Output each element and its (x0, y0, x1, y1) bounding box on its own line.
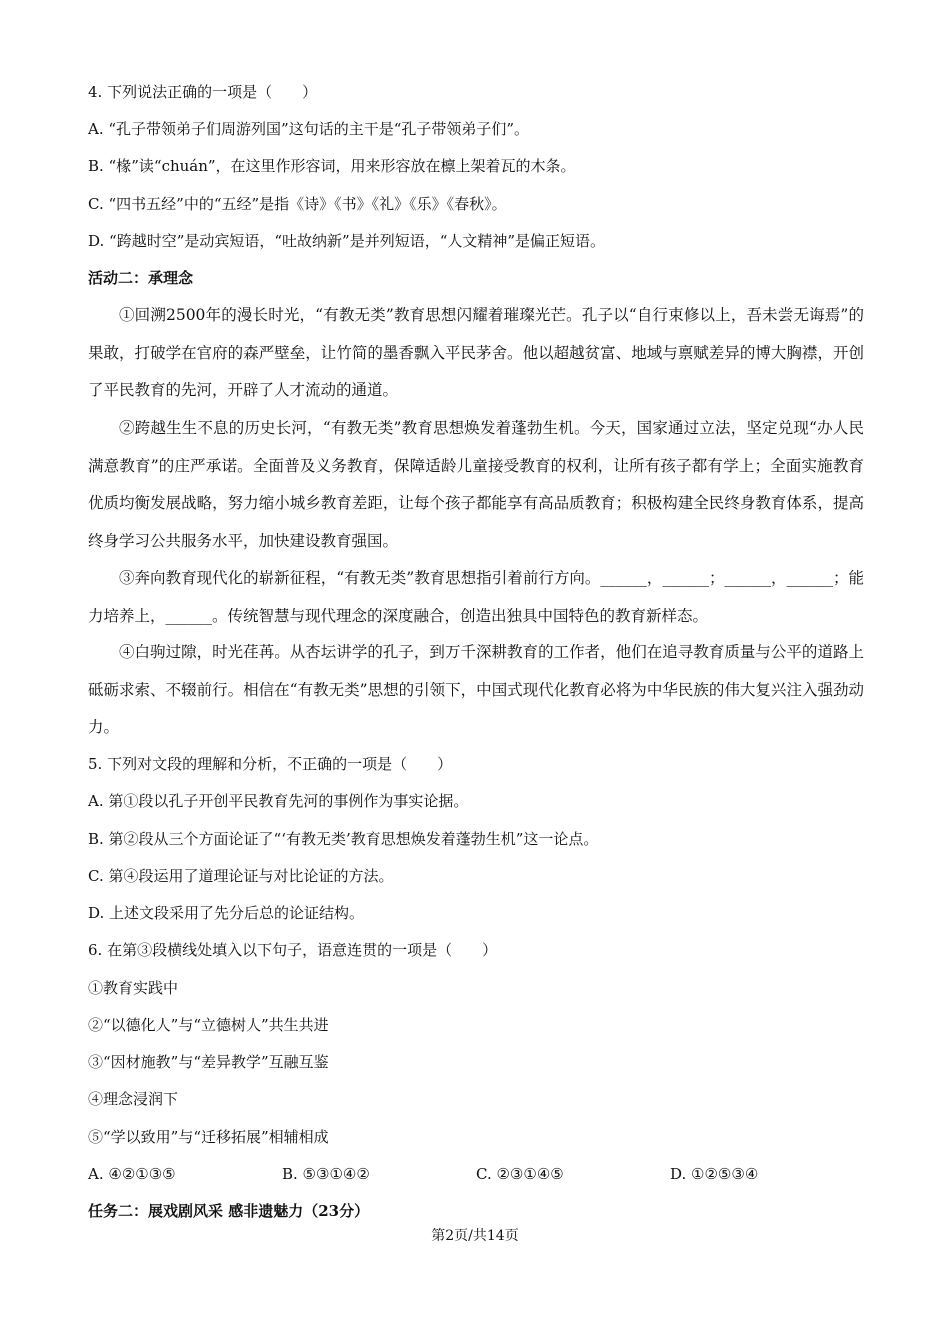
task-2-heading: 任务二：展戏剧风采 感非遗魅力（23分） (88, 1202, 370, 1220)
question-6-sentence-2: ②“以德化人”与“立德树人”共生共进 (88, 1016, 329, 1034)
passage-paragraph-1: ①回溯2500年的漫长时光，“有教无类”教育思想闪耀着璀璨光芒。孔子以“自行束修以上，吾未尝无诲焉”的果敢，打破学在官府的森严壁垒，让竹简的墨香飘入平民茅舍。他以超越贫富、地域与禀赋差异的博大胸襟，开创了平民教育的先河，开辟了人才流动的通道。 (88, 306, 864, 399)
question-4-option-c: C. “四书五经”中的“五经”是指《诗》《书》《礼》《乐》《春秋》。 (88, 195, 507, 213)
question-6-sentence-1: ①教育实践中 (88, 979, 179, 997)
question-6-stem: 6. 在第③段横线处填入以下句子，语意连贯的一项是（ ） (88, 941, 498, 959)
question-4-option-a: A. “孔子带领弟子们周游列国”这句话的主干是“孔子带领弟子们”。 (88, 120, 530, 138)
question-5-option-d: D. 上述文段采用了先分后总的论证结构。 (88, 904, 365, 922)
passage-paragraph-2: ②跨越生生不息的历史长河，“有教无类”教育思想焕发着蓬勃生机。今天，国家通过立法，坚定兑现“办人民满意教育”的庄严承诺。全面普及义务教育，保障适龄儿童接受教育的权利，让所有孩子都有学上；全面实施教育优质均衡发展战略，努力缩小城乡教育差距，让每个孩子都能享有高品质教育；积极构建全民终身教育体系，提高终身学习公共服务水平，加快建设教育强国。 (88, 419, 864, 550)
question-5-option-c: C. 第④段运用了道理论证与对比论证的方法。 (88, 867, 394, 885)
activity-2-heading: 活动二：承理念 (88, 269, 194, 287)
question-6-sentence-5: ⑤“学以致用”与“迁移拓展”相辅相成 (88, 1128, 329, 1146)
question-4-stem: 4. 下列说法正确的一项是（ ） (88, 83, 318, 101)
question-6-option-d: D. ①②⑤③④ (670, 1165, 759, 1183)
question-4-option-b: B. “椽”读“chuán”，在这里作形容词，用来形容放在檩上架着瓦的木条。 (88, 157, 576, 175)
question-6-sentence-4: ④理念浸润下 (88, 1090, 179, 1108)
question-6-option-c: C. ②③①④⑤ (476, 1165, 564, 1183)
question-6-options (88, 1164, 864, 1186)
question-5-option-a: A. 第①段以孔子开创平民教育先河的事例作为事实论据。 (88, 792, 469, 810)
question-6-sentence-3: ③“因材施教”与“差异教学”互融互鉴 (88, 1053, 329, 1071)
question-6-option-a: A. ④②①③⑤ (88, 1165, 176, 1183)
passage-paragraph-4: ④白驹过隙，时光荏苒。从杏坛讲学的孔子，到万千深耕教育的工作者，他们在追寻教育质量与公平的道路上砥砺求索、不辍前行。相信在“有教无类”思想的引领下，中国式现代化教育必将为中华民族的伟大复兴注入强劲动力。 (88, 643, 864, 736)
question-6-option-b: B. ⑤③①④② (282, 1165, 370, 1183)
page-number-footer: 第2页/共14页 (431, 1228, 519, 1244)
passage-paragraph-3: ③奔向教育现代化的崭新征程，“有教无类”教育思想指引着前行方向。______，______；______，______；能力培养上，______。传统智慧与现代理念的深度融合，创造出独具中国特色的教育新样态。 (88, 569, 864, 625)
question-5-option-b: B. 第②段从三个方面论证了“‘有教无类’教育思想焕发着蓬勃生机”这一论点。 (88, 830, 599, 848)
question-4-option-d: D. “跨越时空”是动宾短语，“吐故纳新”是并列短语，“人文精神”是偏正短语。 (88, 232, 606, 250)
question-5-stem: 5. 下列对文段的理解和分析，不正确的一项是（ ） (88, 755, 453, 773)
